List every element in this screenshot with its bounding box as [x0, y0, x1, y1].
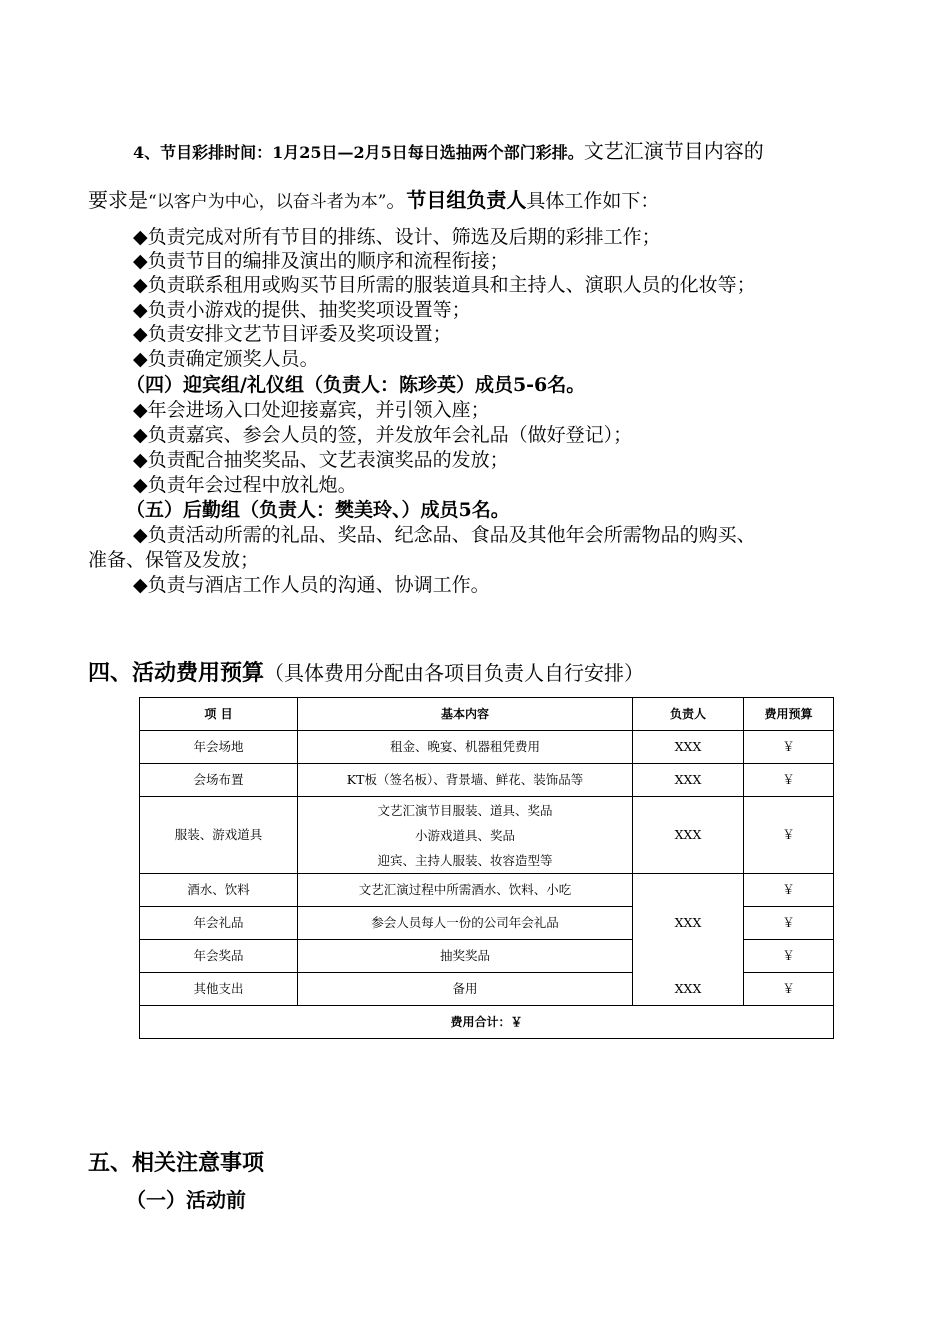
item-cell: 酒水、饮料	[140, 874, 298, 907]
total-cell: 费用合计：￥	[140, 1006, 834, 1039]
owner-cell	[633, 874, 744, 907]
tasks-intro-text: 具体工作如下：	[526, 190, 660, 212]
owner-cell: XXX	[633, 731, 744, 764]
logistics-item-continued: 准备、保管及发放；	[88, 549, 260, 571]
owner-cell: XXX	[633, 797, 744, 874]
content-line: 小游戏道具、奖品	[414, 827, 515, 843]
content-cell: 文艺汇演过程中所需酒水、饮料、小吃	[298, 874, 633, 907]
budget-cell: ￥	[744, 731, 834, 764]
program-leader-label: 节目组负责人	[406, 188, 527, 212]
content-cell: 抽奖奖品	[298, 940, 633, 973]
table-row	[140, 940, 834, 973]
content-cell: KT板（签名板）、背景墙、鲜花、装饰品等	[298, 764, 633, 797]
rehearsal-paragraph-line1	[133, 139, 764, 165]
rehearsal-paragraph-line2	[88, 188, 659, 214]
budget-section-subtitle: （具体费用分配由各项目负责人自行安排）	[264, 661, 645, 685]
program-item: ◆负责安排文艺节目评委及奖项设置；	[133, 323, 452, 345]
welcome-item: ◆负责年会过程中放礼炮。	[133, 474, 357, 496]
welcome-item: ◆负责嘉宾、参会人员的签，并发放年会礼品（做好登记）；	[133, 424, 633, 446]
budget-cell: ￥	[744, 874, 834, 907]
budget-section-heading	[88, 659, 644, 688]
budget-cell: ￥	[744, 907, 834, 940]
requirement-lead-text: 要求是	[88, 188, 148, 212]
header-budget: 费用预算	[744, 698, 834, 731]
table-row	[140, 764, 834, 797]
content-line: 迎宾、主持人服装、妆容造型等	[377, 852, 553, 868]
logistics-item: ◆负责与酒店工作人员的沟通、协调工作。	[133, 574, 490, 596]
table-total-row	[140, 1006, 834, 1039]
table-header-row	[140, 698, 834, 731]
program-item: ◆负责节目的编排及演出的顺序和流程衔接；	[133, 250, 509, 272]
table-row	[140, 907, 834, 940]
notes-subsection-title: （一）活动前	[126, 1188, 246, 1212]
rehearsal-time-text: 4、节目彩排时间：1月25日—2月5日每日选抽两个部门彩排。	[133, 143, 584, 162]
program-item: ◆负责小游戏的提供、抽奖奖项设置等；	[133, 299, 471, 321]
content-cell: 备用	[298, 973, 633, 1006]
owner-cell	[633, 940, 744, 973]
program-item: ◆负责联系租用或购买节目所需的服装道具和主持人、演职人员的化妆等；	[133, 274, 756, 296]
item-cell: 年会礼品	[140, 907, 298, 940]
welcome-item: ◆负责配合抽奖奖品、文艺表演奖品的发放；	[133, 449, 509, 471]
program-item: ◆负责完成对所有节目的排练、设计、筛选及后期的彩排工作；	[133, 226, 661, 248]
content-cell: 租金、晚宴、机器租凭费用	[298, 731, 633, 764]
slogan-quote-text: “以客户为中心，以奋斗者为本”	[148, 192, 387, 212]
item-cell: 其他支出	[140, 973, 298, 1006]
budget-table	[139, 697, 834, 1039]
budget-cell: ￥	[744, 973, 834, 1006]
item-cell: 服装、游戏道具	[140, 797, 298, 874]
header-owner: 负责人	[633, 698, 744, 731]
welcome-item: ◆年会进场入口处迎接嘉宾，并引领入座；	[133, 399, 490, 421]
item-cell: 会场布置	[140, 764, 298, 797]
table-row	[140, 874, 834, 907]
owner-cell: XXX	[633, 764, 744, 797]
budget-cell: ￥	[744, 940, 834, 973]
content-cell: 参会人员每人一份的公司年会礼品	[298, 907, 633, 940]
budget-section-title: 四、活动费用预算	[88, 660, 265, 686]
table-row	[140, 731, 834, 764]
budget-cell: ￥	[744, 797, 834, 874]
owner-cell: XXX	[633, 907, 744, 940]
period-text: 。	[386, 188, 407, 212]
content-line: 文艺汇演节目服装、道具、奖品	[377, 802, 553, 818]
notes-section-title: 五、相关注意事项	[88, 1150, 265, 1176]
logistics-group-heading: （五）后勤组（负责人：樊美玲、）成员5名。	[126, 499, 510, 521]
header-content: 基本内容	[298, 698, 633, 731]
table-row	[140, 973, 834, 1006]
welcome-group-heading: （四）迎宾组/礼仪组（负责人：陈珍英）成员5-6名。	[126, 374, 586, 396]
item-cell: 年会奖品	[140, 940, 298, 973]
budget-cell: ￥	[744, 764, 834, 797]
owner-cell: XXX	[633, 973, 744, 1006]
item-cell: 年会场地	[140, 731, 298, 764]
content-cell	[298, 797, 633, 874]
table-row	[140, 797, 834, 874]
program-requirement-text: 文艺汇演节目内容的	[583, 139, 764, 163]
header-item: 项 目	[140, 698, 298, 731]
logistics-item: ◆负责活动所需的礼品、奖品、纪念品、食品及其他年会所需物品的购买、	[133, 524, 756, 546]
program-item: ◆负责确定颁奖人员。	[133, 348, 319, 370]
